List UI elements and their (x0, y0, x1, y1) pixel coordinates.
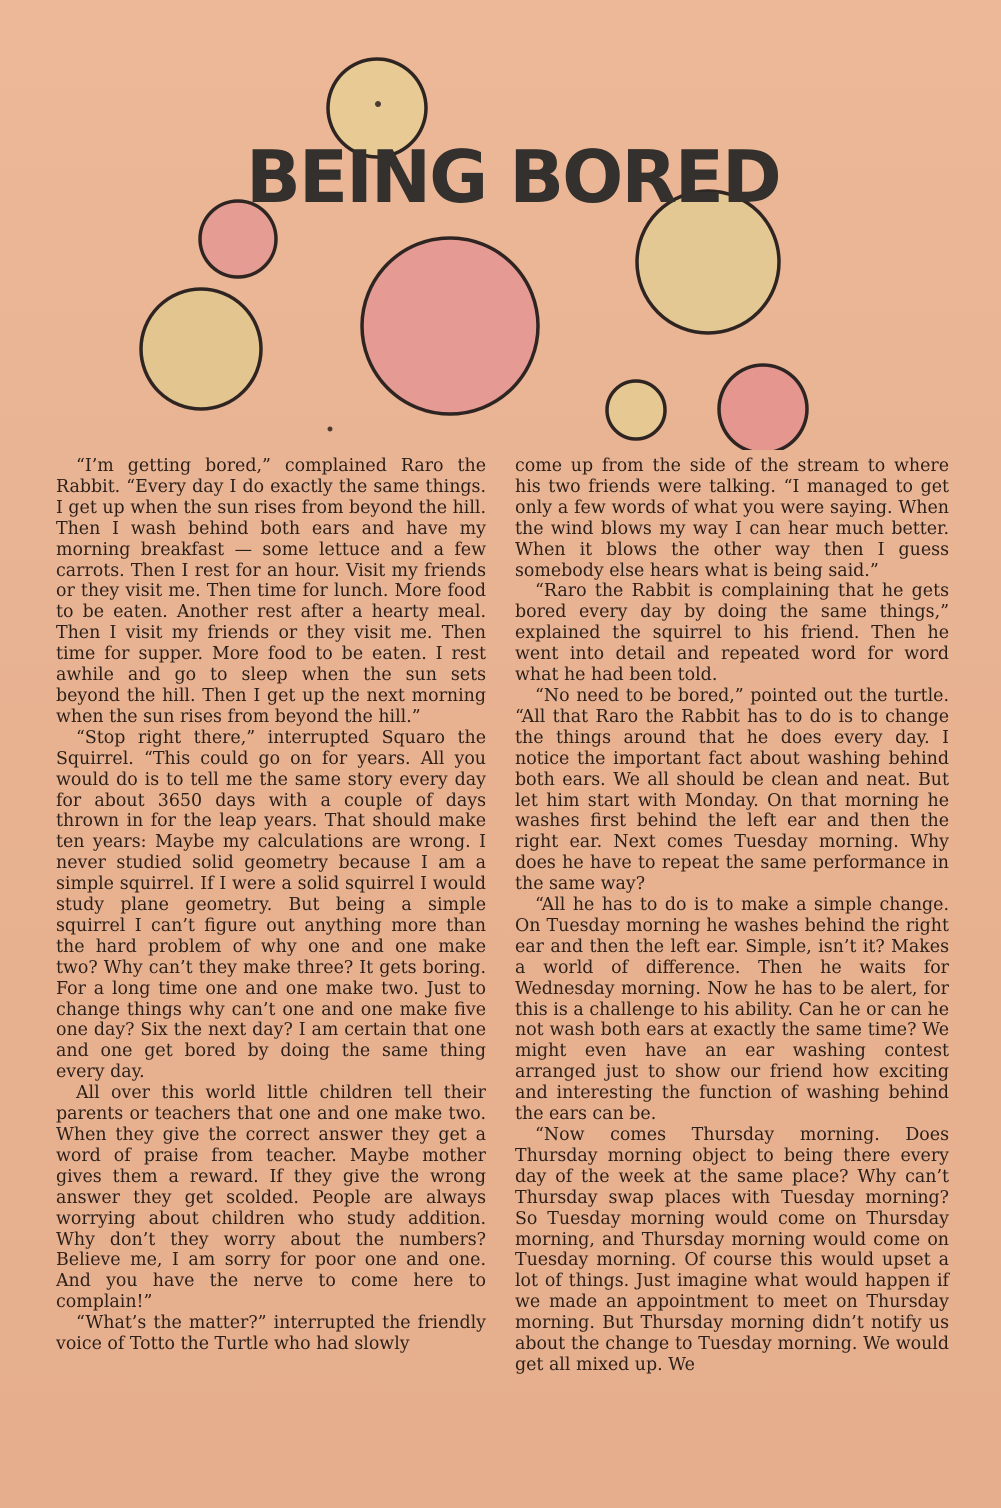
article-title: BEING BORED (246, 135, 780, 219)
bubble-yellow-left (141, 289, 261, 409)
paragraph: “I’m getting bored,” complained Raro the Rabbit. “Every day I do exactly the same things. I get up when the sun rises from beyond the hill. Then I wash behind both ears and have my morning breakfast — some lettuce and a few carrots. Then I rest for an hour. Visit my friends or they visit me. Then time for lunch. More food to be eaten. Another rest after a hearty meal. Then I visit my friends or they visit me. Then time for supper. More food to be eaten. I rest awhile and go to sleep when the sun sets beyond the hill. Then I get up the next morning when the sun rises from beyond the hill.” (56, 456, 486, 727)
ink-dot (328, 427, 333, 432)
paragraph: “Raro the Rabbit is complaining that he gets bored every day by doing the same things,” explained the squirrel to his friend. Then he went into detail and repeated word for word what he had been told. (515, 581, 949, 686)
paragraph: “Now comes Thursday morning. Does Thursday morning object to being there every day of the week at the same place? Why can’t Thursday swap places with Tuesday morning? So Tuesday morning would come on Thursday morning, and Thursday morning would come on Tuesday morning. Of course this would upset a lot of things. Just imagine what would happen if we made an appointment to meet on Thursday morning. But Thursday morning didn’t notify us about the change to Tuesday morning. We would get all mixed up. We (515, 1125, 949, 1375)
ink-speck (375, 101, 381, 107)
paragraph: All over this world little children tell their parents or teachers that one and one make two. When they give the correct answer they get a word of praise from teacher. Maybe mother gives them a reward. If they give the wrong answer they get scolded. People are always worrying about children who study addition. Why don’t they worry about the numbers? Believe me, I am sorry for poor one and one. And you have the nerve to come here to complain!” (56, 1083, 486, 1313)
bubble-pink-large-center (362, 238, 538, 414)
paragraph: “All he has to do is to make a simple change. On Tuesday morning he washes behind the right ear and then the left ear. Simple, isn’t it? Makes a world of difference. Then he waits for Wednesday morning. Now he has to be alert, for this is a challenge to his ability. Can he or can he not wash both ears at exactly the same time? We might even have an ear washing contest arranged just to show our friend how exciting and interesting the function of washing behind the ears can be. (515, 895, 949, 1125)
bubble-yellow-small (607, 381, 665, 439)
paragraph-continued: come up from the side of the stream to where his two friends were talking. “I managed to get only a few words of what you were saying. When the wind blows my way I can hear much better. When it blows the other way then I guess somebody else hears what is being said.” (515, 456, 949, 581)
bubble-pink-right (719, 365, 807, 450)
bubble-illustration (0, 0, 1001, 450)
right-text-column (515, 456, 949, 1376)
paragraph: “No need to be bored,” pointed out the turtle. “All that Raro the Rabbit has to do is to change the things around that he does every day. I notice the important fact about washing behind both ears. We all should be clean and neat. But let him start with Monday. On that morning he washes first behind the left ear and then the right ear. Next comes Tuesday morning. Why does he have to repeat the same performance in the same way? (515, 685, 949, 895)
paragraph: “What’s the matter?” interrupted the friendly voice of Totto the Turtle who had slowly (56, 1313, 486, 1355)
paragraph: “Stop right there,” interrupted Squaro the Squirrel. “This could go on for years. All you would do is to tell me the same story every day for about 3650 days with a couple of days thrown in for the leap years. That should make ten years: Maybe my calculations are wrong. I never studied solid geometry because I am a simple squirrel. If I were a solid squirrel I would study plane geometry. But being a simple squirrel I can’t figure out anything more than the hard problem of why one and one make two? Why can’t they make three? It gets boring. For a long time one and one make two. Just to change things why can’t one and one make five one day? Six the next day? I am certain that one and one get bored by doing the same thing every day. (56, 727, 486, 1083)
left-text-column (56, 456, 486, 1355)
